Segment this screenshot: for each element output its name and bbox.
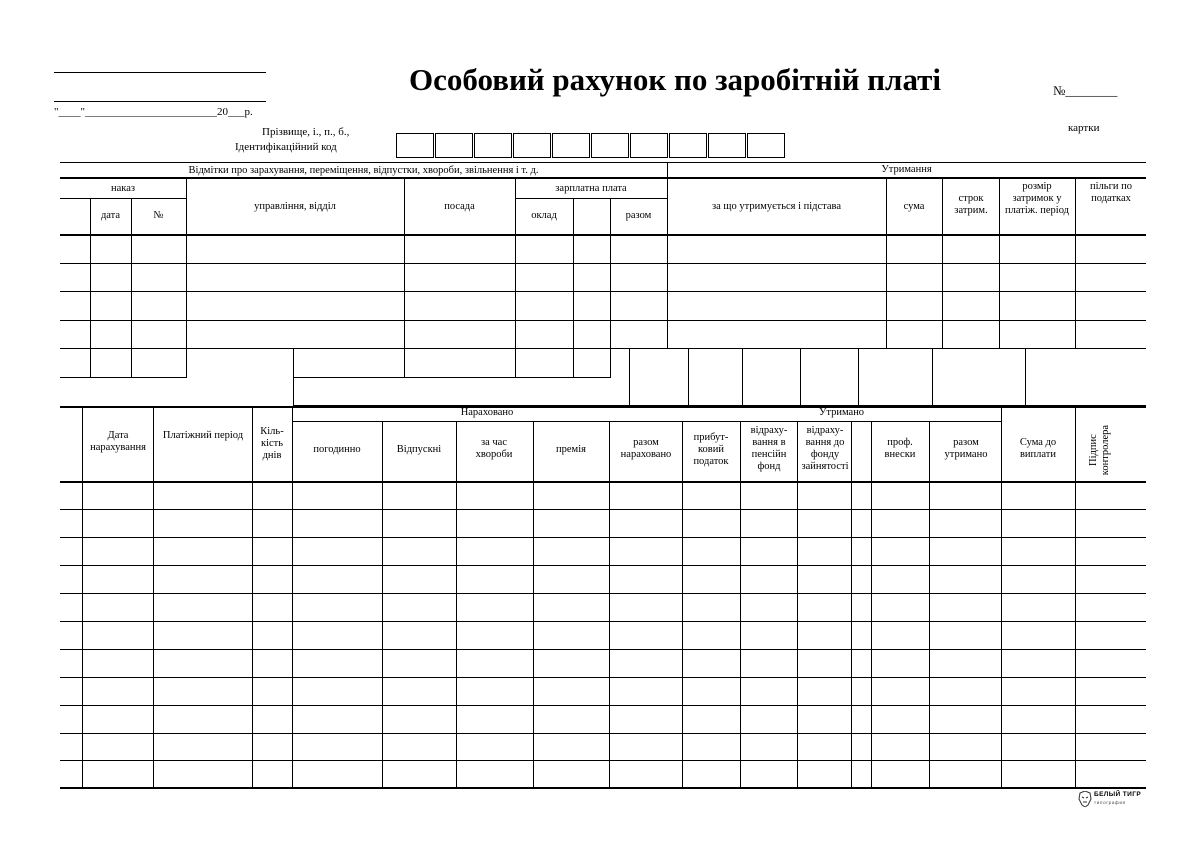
employment-fund-header: відраху-вання до фонду зайнятості [801,425,849,473]
hourly-header: погодинно [313,444,361,455]
id-code-label: Ідентифікаційний код [235,141,337,153]
pay-period-header: Платіжний період [162,430,244,441]
size-header: розмір затримок у платіж. період [1005,181,1069,217]
id-digit-box[interactable] [435,133,473,158]
days-count-header: Кіль-кість днів [260,426,284,462]
id-digit-box[interactable] [474,133,512,158]
salary-rate-header: оклад [531,210,557,221]
amount-to-pay-header: Сума до виплати [1019,437,1057,461]
vacation-header: Відпускні [396,444,442,455]
id-digit-box[interactable] [747,133,785,158]
order-number-header: № [153,210,164,221]
total-accrued-header: разом нараховано [620,437,672,461]
total-withheld-header: разом утримано [944,437,988,461]
date-line: "____"________________________20___р. [54,106,253,118]
upper-right-group-label: Утримання [881,164,932,175]
upper-left-group-label: Відмітки про зарахування, переміщення, відпустки, хвороби, звільнення і т. д. [188,165,539,176]
card-number-label: №________ [1053,83,1118,98]
logo-text: БЕЛЫЙ ТИГР [1094,791,1142,798]
controller-signature-header: Підпис контролера [1087,424,1111,476]
page-title: Особовий рахунок по заробітній платі [409,62,941,97]
position-header: посада [444,201,475,212]
id-digit-box[interactable] [396,133,434,158]
header-rule-2 [54,101,266,102]
department-header: управління, відділ [254,201,336,212]
order-header: наказ [110,183,136,194]
id-digit-box[interactable] [630,133,668,158]
card-label: картки [1068,122,1100,134]
id-digit-box[interactable] [552,133,590,158]
order-date-header: дата [100,210,121,221]
printer-logo [1078,790,1146,808]
name-label: Прізвище, і., п., б., [262,126,350,138]
salary-header: зарплатна плата [555,183,627,194]
withheld-group-label: Утримано [818,407,865,418]
accrued-group-label: Нараховано [460,407,514,418]
withholding-basis-header: за що утримується і підстава [711,201,842,212]
sick-time-header: за час хвороби [475,437,513,461]
union-fees-header: проф. внески [884,437,916,461]
header-rule-1 [54,72,266,73]
salary-total-header: разом [625,210,652,221]
id-digit-box[interactable] [708,133,746,158]
tiger-icon [1078,791,1092,807]
logo-subtext: типография [1094,800,1126,805]
term-header: строк затрим. [954,193,988,217]
accrual-date-header: Дата нарахування [90,430,146,454]
id-digit-box[interactable] [513,133,551,158]
sum-header: сума [903,201,925,212]
bonus-header: премія [556,444,586,455]
id-digit-box[interactable] [669,133,707,158]
pension-header: відраху-вання в пенсійн фонд [750,425,788,473]
tax-benefits-header: пільги по податках [1090,181,1132,205]
income-tax-header: прибут-ковий податок [693,432,729,468]
id-digit-box[interactable] [591,133,629,158]
